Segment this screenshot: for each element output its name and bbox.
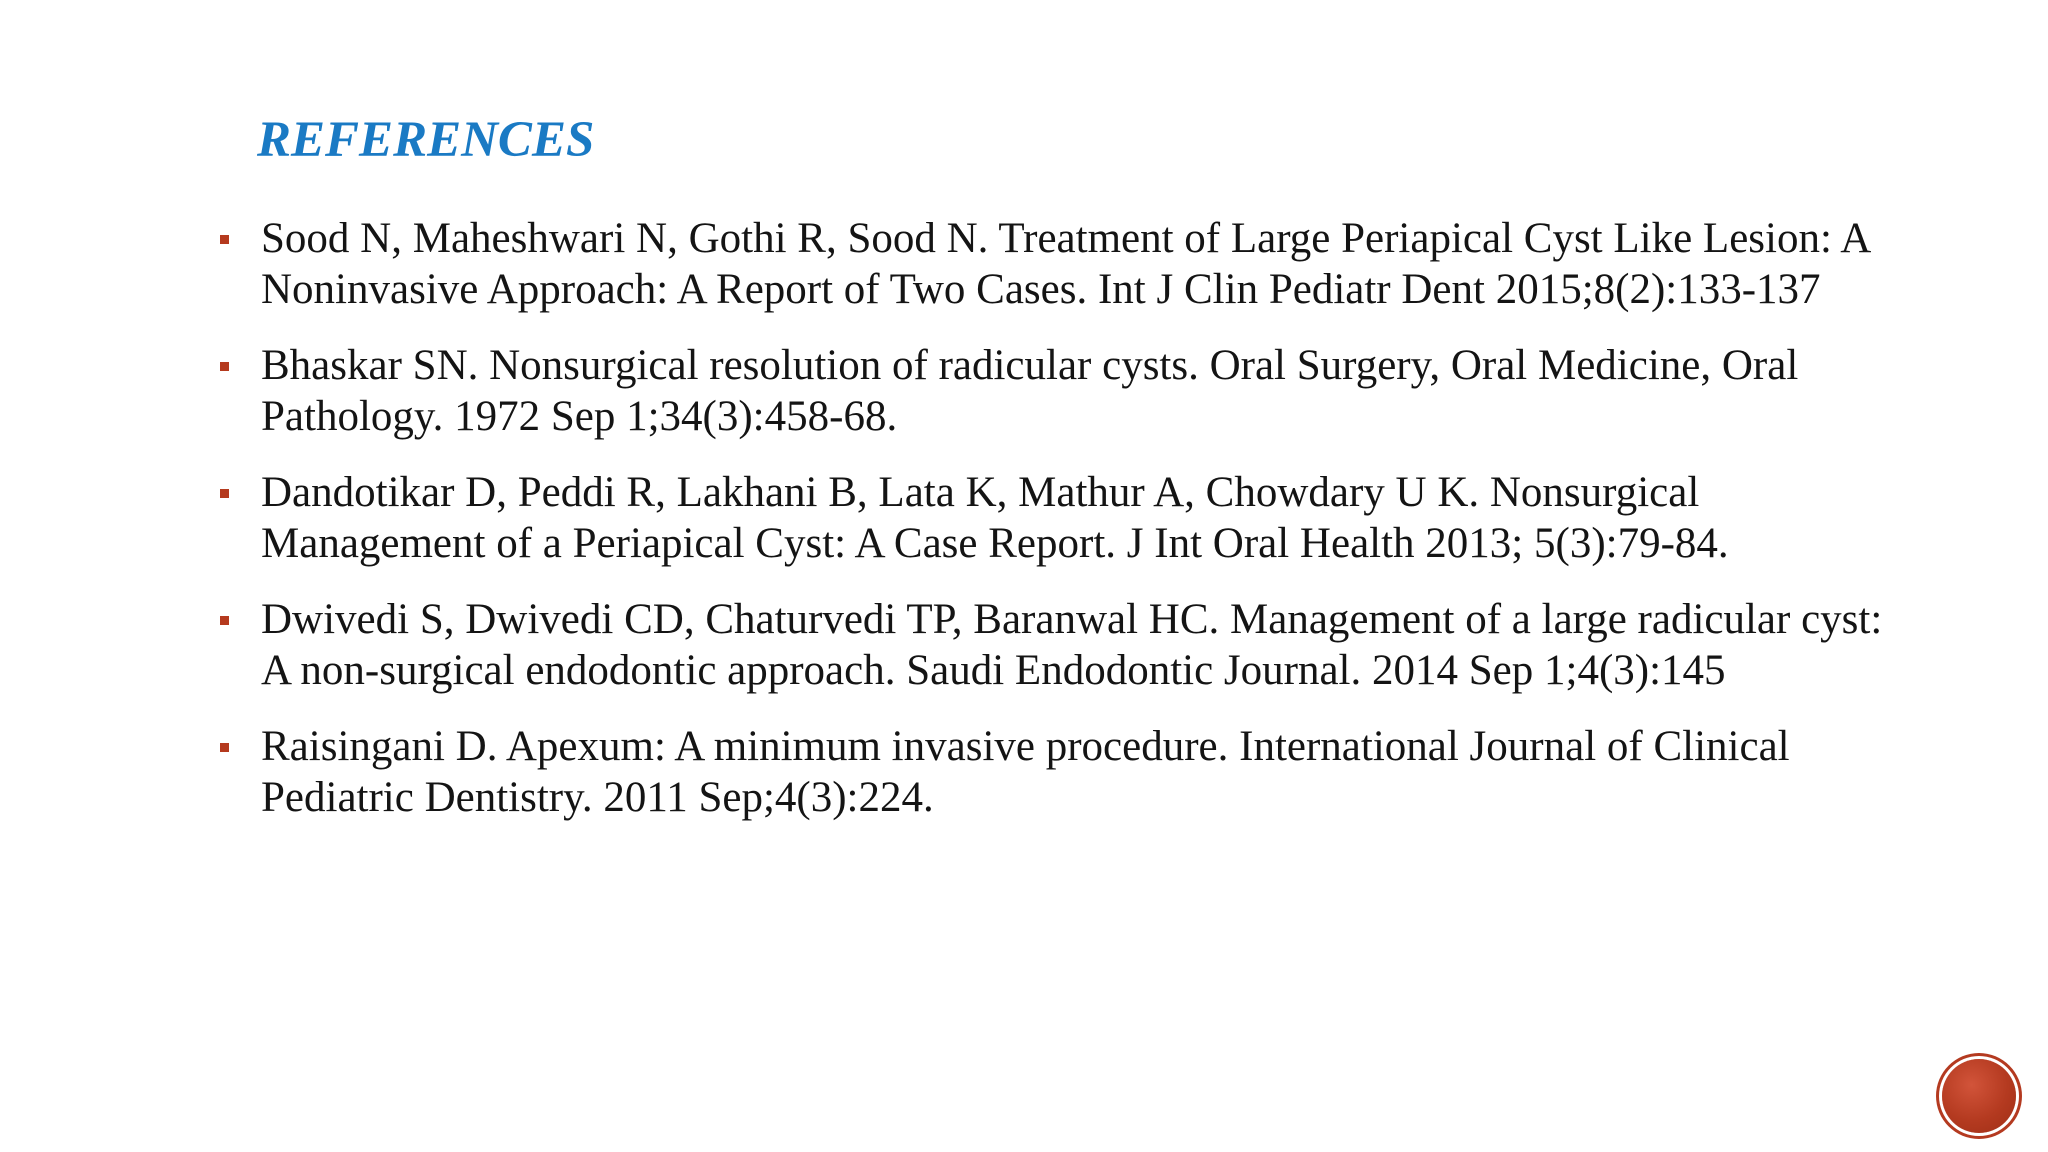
square-bullet-icon	[220, 362, 229, 371]
reference-item	[217, 340, 1917, 442]
reference-text: Raisingani D. Apexum: A minimum invasive procedure. International Journal of Clinical Pediatric Dentistry. 2011 Sep;4(3):224.	[261, 723, 1790, 821]
reference-item	[217, 721, 1917, 823]
square-bullet-icon	[220, 235, 229, 244]
reference-item	[217, 594, 1917, 696]
square-bullet-icon	[220, 743, 229, 752]
square-bullet-icon	[220, 616, 229, 625]
reference-text: Bhaskar SN. Nonsurgical resolution of radicular cysts. Oral Surgery, Oral Medicine, Oral Pathology. 1972 Sep 1;34(3):458-68.	[261, 342, 1799, 440]
reference-text: Dwivedi S, Dwivedi CD, Chaturvedi TP, Baranwal HC. Management of a large radicular cyst: A non-surgical endodontic approach. Saudi Endodontic Journal. 2014 Sep 1;4(3):145	[261, 596, 1883, 694]
reference-text: Sood N, Maheshwari N, Gothi R, Sood N. Treatment of Large Periapical Cyst Like Lesion: A Noninvasive Approach: A Report of Two Cases. Int J Clin Pediatr Dent 2015;8(2):133-137	[261, 215, 1869, 313]
reference-text: Dandotikar D, Peddi R, Lakhani B, Lata K, Mathur A, Chowdary U K. Nonsurgical Management of a Periapical Cyst: A Case Report. J Int Oral Health 2013; 5(3):79-84.	[261, 469, 1729, 567]
reference-list	[217, 213, 1917, 848]
reference-item	[217, 467, 1917, 569]
circle-nav-button[interactable]	[1942, 1059, 2016, 1133]
reference-item	[217, 213, 1917, 315]
square-bullet-icon	[220, 489, 229, 498]
slide-title: REFERENCES	[257, 112, 595, 168]
